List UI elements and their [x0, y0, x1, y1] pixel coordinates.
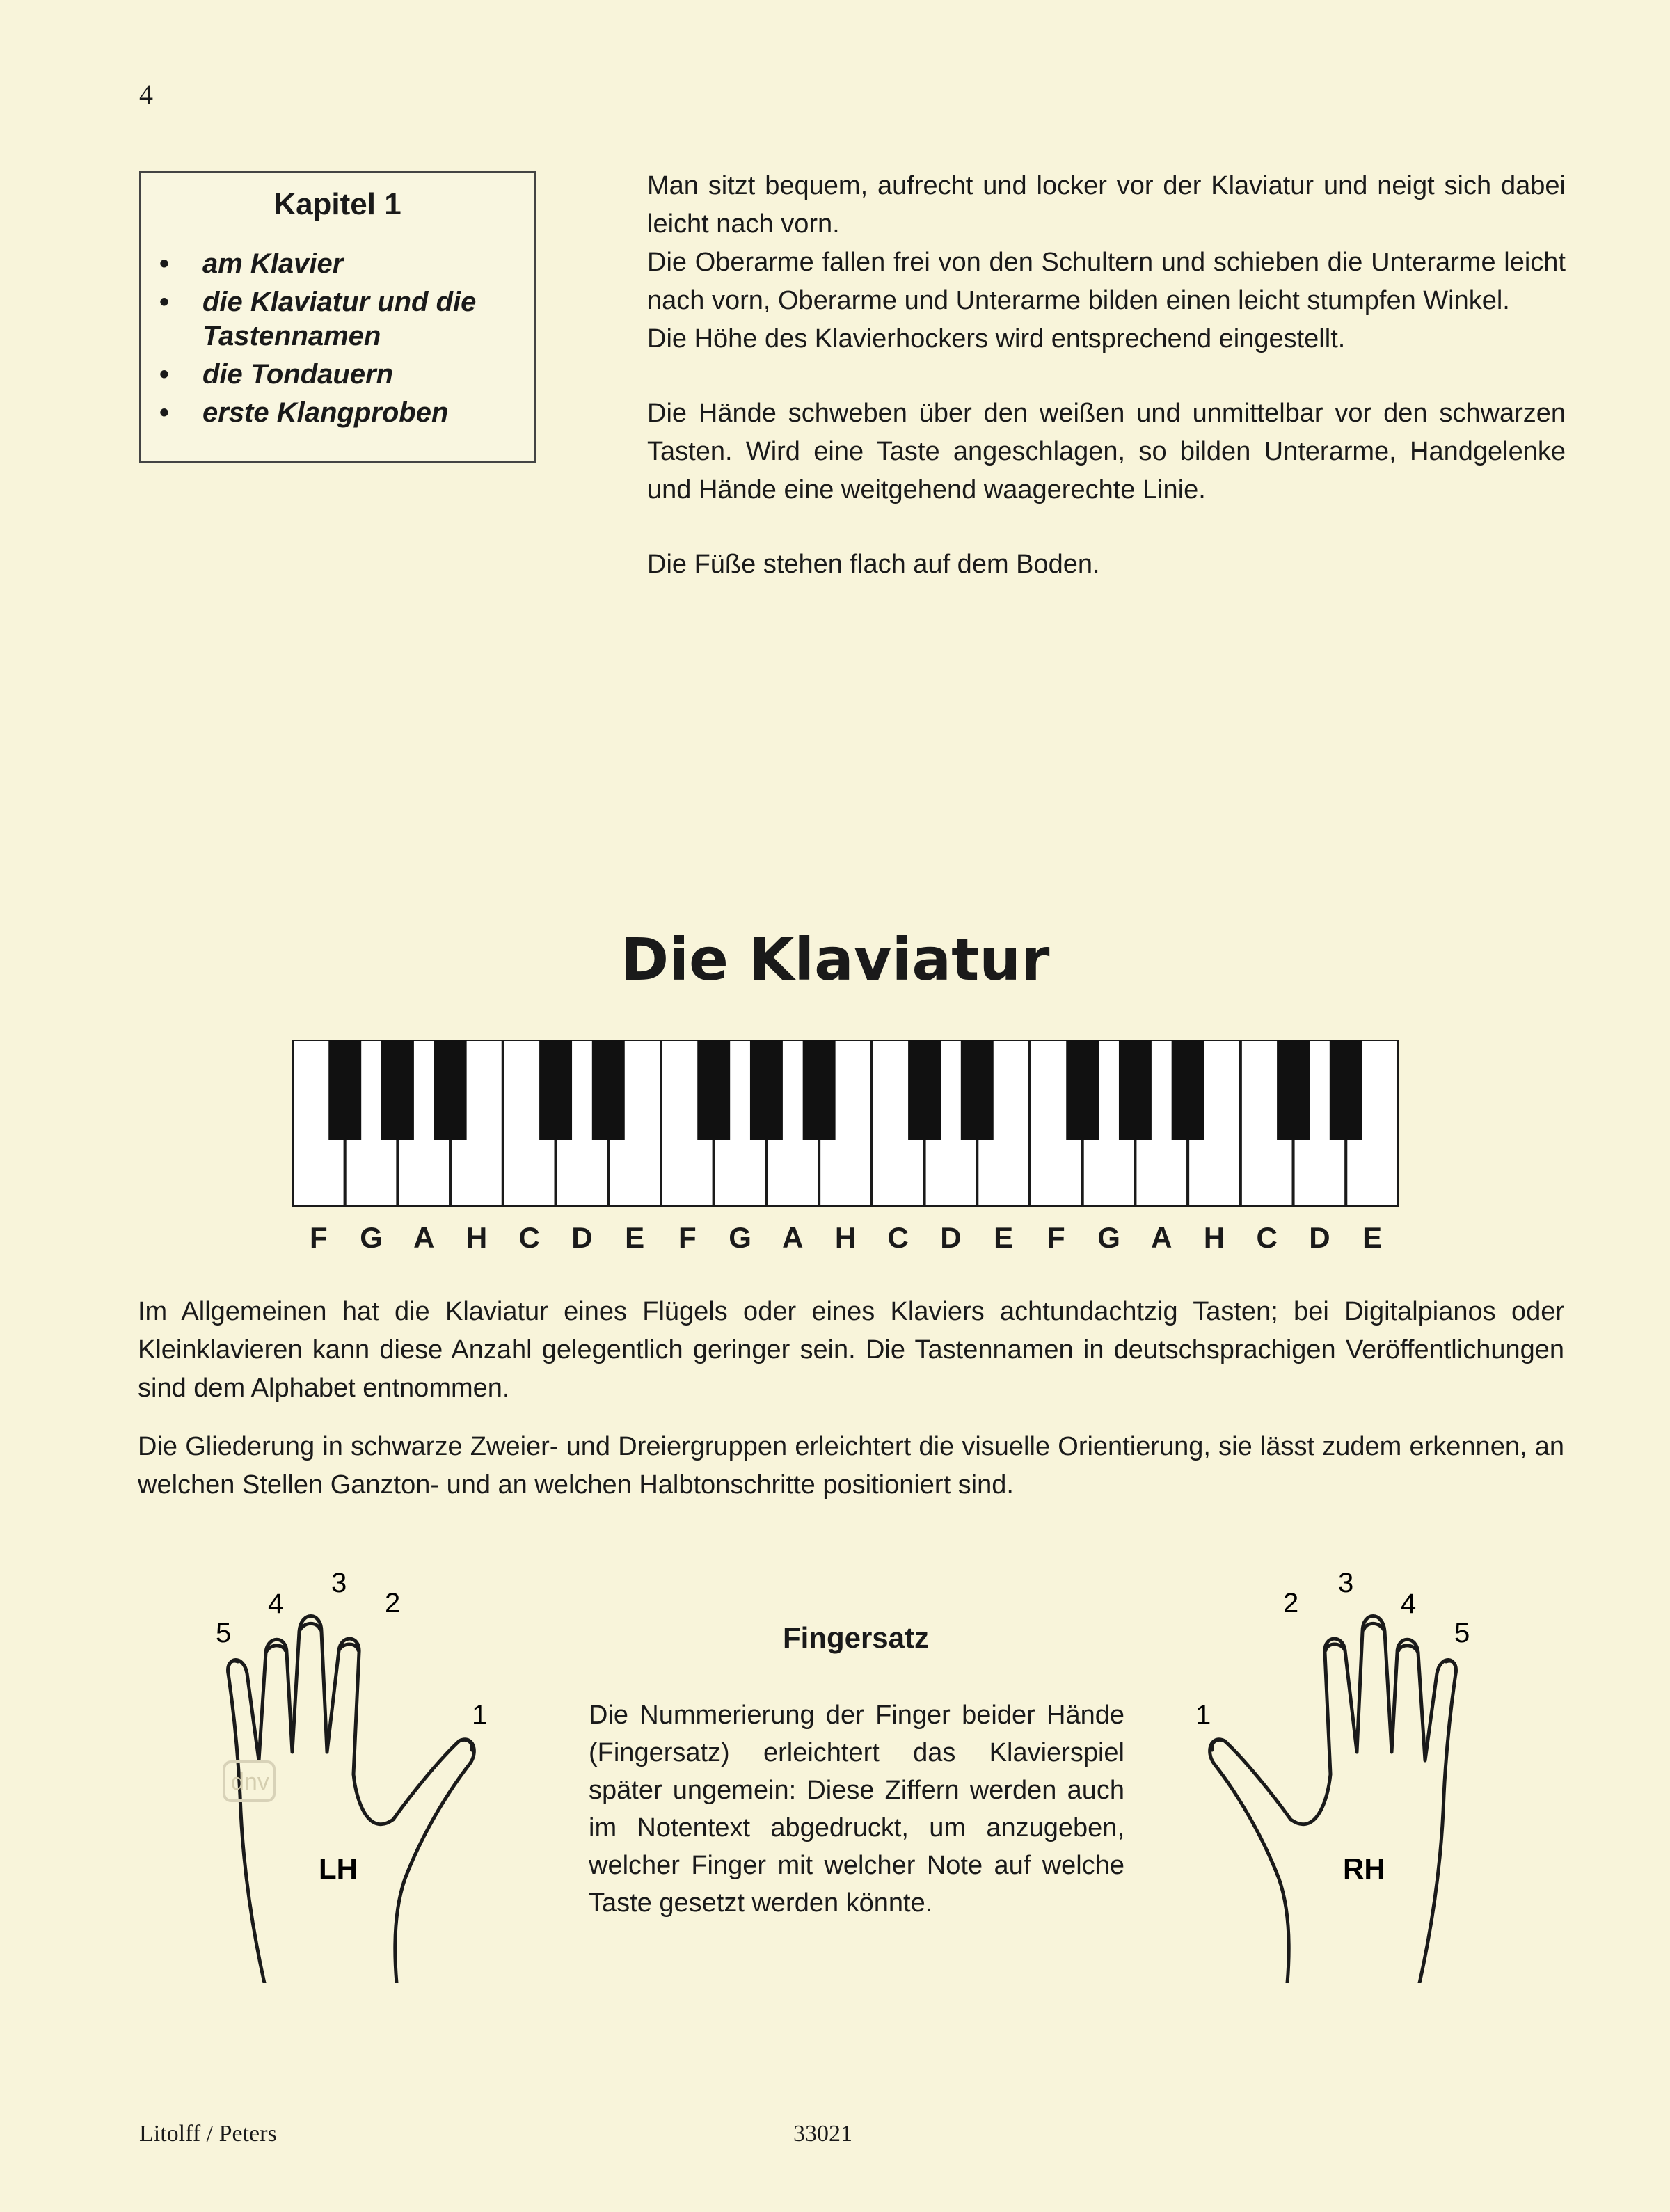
black-key [961, 1040, 994, 1140]
key-name-label: G [1097, 1221, 1120, 1254]
chapter-item: • am Klavier [159, 247, 509, 281]
key-names [292, 1221, 1399, 1263]
black-key [434, 1040, 467, 1140]
intro-paragraph: Die Hände schweben über den weißen und unmittelbar vor den schwarzen Tasten. Wird eine Taste angeschlagen, so bilden Unterarme, Handgelenke und Hände eine weitgehend waagerechte Linie. [647, 399, 1566, 504]
black-key [697, 1040, 730, 1140]
keyboard-diagram [292, 1040, 1399, 1207]
chapter-box [139, 171, 536, 463]
key-name-label: F [310, 1221, 328, 1254]
key-name-label: E [625, 1221, 645, 1254]
finger-number: 5 [1454, 1618, 1470, 1648]
key-name-label: G [729, 1221, 752, 1254]
key-name-label: H [834, 1221, 857, 1254]
intro-paragraph: Die Oberarme fallen frei von den Schultern und schieben die Unterarme leicht nach vorn, Oberarme und Unterarme bilden einen leicht stumpfen Winkel. [647, 248, 1566, 315]
black-key [1172, 1040, 1204, 1140]
finger-number: 3 [331, 1568, 347, 1598]
finger-number: 1 [1195, 1700, 1211, 1730]
finger-number: 2 [1283, 1588, 1299, 1618]
key-name-label: G [360, 1221, 383, 1254]
black-key [750, 1040, 783, 1140]
key-name-label: A [782, 1221, 804, 1254]
paragraph-groups: Die Gliederung in schwarze Zweier- und Dreiergruppen erleichtert die visuelle Orientierung, sie lässt zudem erkennen, an welchen Stellen Ganzton- und an welchen Halbtonschritte positioniert sind. [138, 1432, 1564, 1499]
watermark: dnv [231, 1769, 269, 1795]
black-key [539, 1040, 572, 1140]
paragraph-keys: Im Allgemeinen hat die Klaviatur eines Flügels oder eines Klaviers achtundachtzig Tasten; bei Digitalpianos oder Kleinklavieren kann diese Anzahl gelegentlich geringer sein. Die Tastennamen in deutschsprachigen Veröffentlichungen sind dem Alphabet entnommen. [138, 1297, 1564, 1403]
black-key [1066, 1040, 1099, 1140]
intro-paragraph: Man sitzt bequem, aufrecht und locker vor der Klaviatur und neigt sich dabei leicht nach vorn. [647, 171, 1566, 239]
black-key [803, 1040, 836, 1140]
black-key [1277, 1040, 1310, 1140]
left-hand-illustration [195, 1531, 515, 1983]
right-hand-illustration [1169, 1531, 1489, 1983]
key-name-label: A [1151, 1221, 1172, 1254]
page-number: 4 [139, 79, 153, 110]
key-name-label: D [571, 1221, 593, 1254]
key-name-label: C [518, 1221, 540, 1254]
key-name-label: H [466, 1221, 488, 1254]
black-key [592, 1040, 625, 1140]
keyboard-title: Die Klaviatur [620, 925, 1050, 994]
finger-number: 4 [268, 1589, 284, 1619]
fingersatz-text: Die Nummerierung der Finger beider Hände (Fingersatz) erleichtert das Klavierspiel später ungemein: Diese Ziffern werden auch im Notentext abgedruckt, um anzugeben, welcher Finger mit welcher Note auf welche Taste gesetzt werden könnte. [589, 1701, 1124, 1918]
finger-number: 2 [385, 1588, 401, 1618]
black-key [328, 1040, 361, 1140]
black-key [1330, 1040, 1362, 1140]
black-key [381, 1040, 414, 1140]
finger-number: 4 [1401, 1589, 1417, 1619]
key-name-label: F [678, 1221, 697, 1254]
intro-text [647, 167, 1566, 620]
chapter-item: • die Tondauern [159, 358, 509, 392]
black-key [1119, 1040, 1152, 1140]
key-name-label: C [1256, 1221, 1278, 1254]
finger-number: 5 [216, 1618, 232, 1648]
footer-publisher: Litolff / Peters [139, 2121, 277, 2147]
finger-number: 1 [472, 1700, 488, 1730]
intro-paragraph: Die Füße stehen flach auf dem Boden. [647, 550, 1100, 579]
key-name-label: A [413, 1221, 435, 1254]
key-name-label: E [1362, 1221, 1383, 1254]
chapter-title: Kapitel 1 [273, 187, 401, 221]
black-key [908, 1040, 941, 1140]
left-hand-label: LH [319, 1852, 358, 1885]
key-name-label: F [1047, 1221, 1065, 1254]
key-name-label: E [994, 1221, 1014, 1254]
finger-number: 3 [1338, 1568, 1354, 1598]
footer-code: 33021 [793, 2121, 852, 2147]
key-name-label: H [1203, 1221, 1225, 1254]
chapter-item: • die Klaviatur und die Tastennamen [159, 285, 509, 353]
fingersatz-title: Fingersatz [782, 1621, 930, 1654]
intro-paragraph: Die Höhe des Klavierhockers wird entsprechend eingestellt. [647, 324, 1346, 353]
key-name-label: C [887, 1221, 909, 1254]
key-name-label: D [940, 1221, 962, 1254]
key-name-label: D [1309, 1221, 1330, 1254]
right-hand-label: RH [1343, 1852, 1385, 1885]
chapter-item: • erste Klangproben [159, 396, 509, 430]
chapter-list [159, 247, 509, 434]
